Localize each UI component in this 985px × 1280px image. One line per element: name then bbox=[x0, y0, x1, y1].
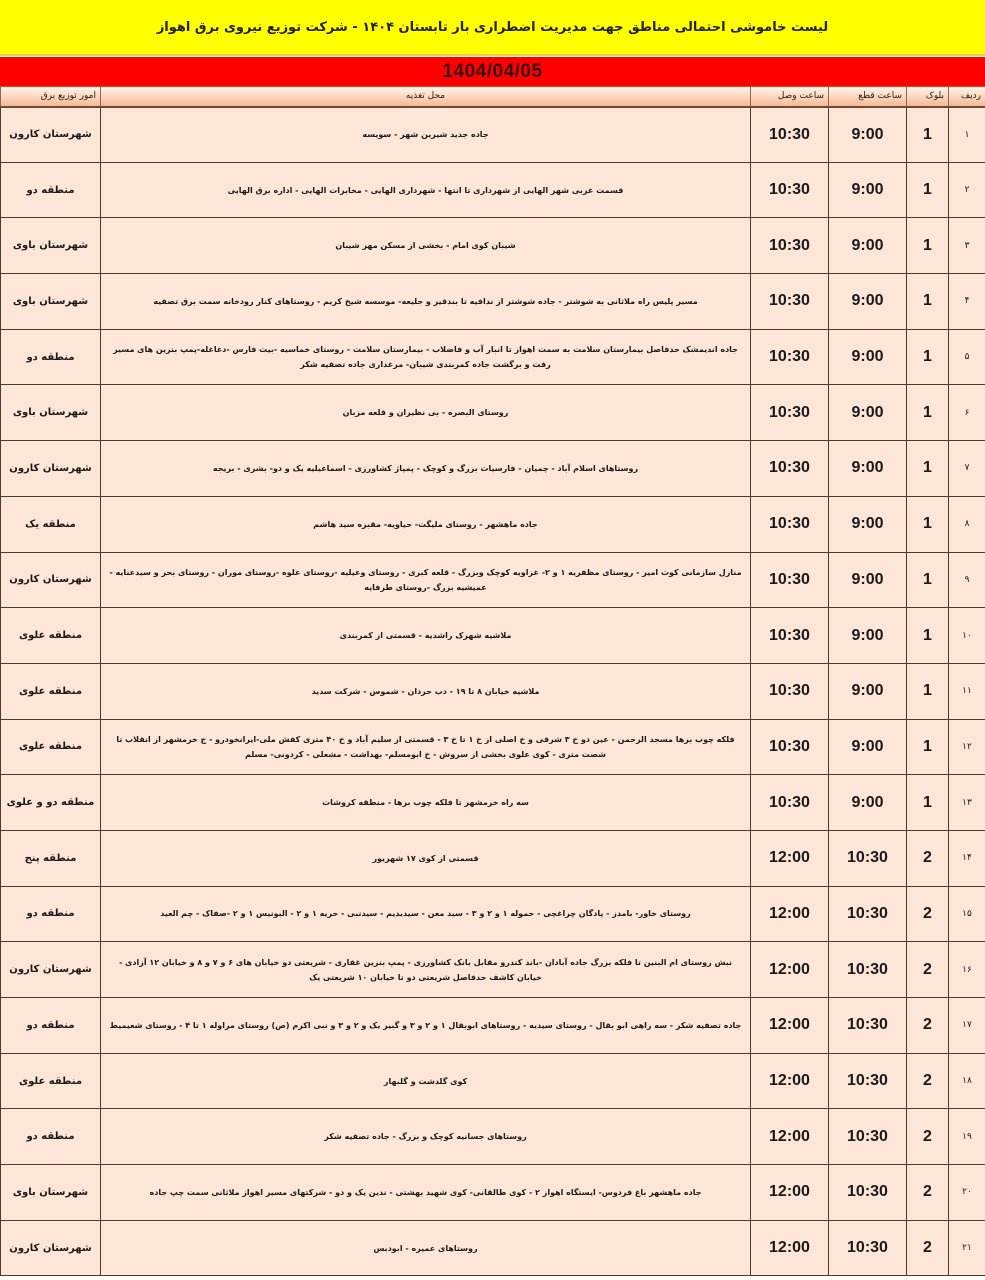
reconnect-time-cell: 10:30 bbox=[751, 552, 829, 608]
document-title: لیست خاموشی احتمالی مناطق جهت مدیریت اضطراری بار تابستان ۱۴۰۴ - شرکت توزیع نیروی برق اهواز bbox=[156, 19, 829, 35]
table-row bbox=[1, 329, 985, 385]
feed-location-cell: روستای البصره - بی نظیران و قلعه مزبان bbox=[101, 385, 751, 441]
distribution-office-cell: منطقه دو bbox=[1, 1109, 101, 1165]
row-number-cell: ۹ bbox=[949, 552, 985, 608]
distribution-office-cell: منطقه دو bbox=[1, 998, 101, 1054]
table-row bbox=[1, 1109, 985, 1165]
cut-time-cell: 10:30 bbox=[829, 942, 907, 998]
feed-location-cell: روستای خاور- بامدز - پادگان چراغچی - حموله ۱ و ۲ و ۳ - سید معن - سیدیدیم - سیدنبی - حریه ۱ و ۲ - البونیس ۱ و ۲ -صفاک - چم العید bbox=[101, 886, 751, 942]
distribution-office-cell: منطقه پنج bbox=[1, 830, 101, 886]
reconnect-time-cell: 10:30 bbox=[751, 608, 829, 664]
block-number-cell: 1 bbox=[907, 441, 949, 497]
cut-time-cell: 10:30 bbox=[829, 886, 907, 942]
feed-location-cell: روستاهای عمیره - ابودبس bbox=[101, 1220, 751, 1276]
cut-time-cell: 9:00 bbox=[829, 775, 907, 831]
row-number-cell: ۱ bbox=[949, 107, 985, 163]
cut-time-cell: 9:00 bbox=[829, 107, 907, 163]
row-number-cell: ۸ bbox=[949, 496, 985, 552]
block-number-cell: 2 bbox=[907, 886, 949, 942]
feed-location-cell: جاده ماهشهر - روستای ملیگت- حیاویه- مقبره سید هاشم bbox=[101, 496, 751, 552]
table-row bbox=[1, 1165, 985, 1221]
cut-time-cell: 9:00 bbox=[829, 441, 907, 497]
cut-time-cell: 10:30 bbox=[829, 1165, 907, 1221]
row-number-cell: ۱۸ bbox=[949, 1053, 985, 1109]
feed-location-cell: فلکه چوب برها مسجد الرحمن - عین دو خ ۳ شرقی و خ اصلی از خ ۱ تا خ ۳ - قسمتی از سلیم آباد و خ ۴۰ متری کفش ملی-ایرانخودرو - ج خرمشهر از انقلاب تا شصت متری - کوی علوی بخشی از سروش - خ ابومسلم- بهداشت - مشعلی - کردونی- مسلم bbox=[101, 719, 751, 775]
block-number-cell: 1 bbox=[907, 663, 949, 719]
cut-time-cell: 9:00 bbox=[829, 663, 907, 719]
table-row bbox=[1, 552, 985, 608]
feed-location-cell: مسیر پلیس راه ملاثانی به شوشتر - جاده شوشتر از ندافیه تا بندقیر و جلیعه- موسسه شیخ کریم - روستاهای کنار رودخانه سمت برق تصفیه bbox=[101, 274, 751, 330]
reconnect-time-cell: 10:30 bbox=[751, 162, 829, 218]
row-number-cell: ۲۱ bbox=[949, 1220, 985, 1276]
reconnect-time-cell: 12:00 bbox=[751, 1109, 829, 1165]
reconnect-time-cell: 12:00 bbox=[751, 1053, 829, 1109]
block-number-cell: 1 bbox=[907, 775, 949, 831]
table-row bbox=[1, 162, 985, 218]
row-number-cell: ۱۴ bbox=[949, 830, 985, 886]
feed-location-cell: نبش روستای ام البنین تا فلکه بزرگ جاده آبادان -باند کندرو مقابل بانک کشاورزی - پمپ بنزین غفاری - شریعتی دو خیابان های ۶ و ۷ و ۸ و خیابان ۱۲ آزادی - خیابان کاشف حدفاصل شریعتی دو تا خیابان ۱۰ شریعتی یک bbox=[101, 942, 751, 998]
table-row bbox=[1, 942, 985, 998]
row-number-cell: ۱۵ bbox=[949, 886, 985, 942]
block-number-cell: 1 bbox=[907, 496, 949, 552]
distribution-office-cell: منطقه یک bbox=[1, 496, 101, 552]
block-number-cell: 1 bbox=[907, 608, 949, 664]
feed-location-cell: جاده ماهشهر باغ فردوس- ایستگاه اهواز ۲ - کوی طالقانی- کوی شهید بهشتی - ندین یک و دو - شرکتهای مسیر اهواز ملاثانی سمت چپ جاده bbox=[101, 1165, 751, 1221]
row-number-cell: ۴ bbox=[949, 274, 985, 330]
row-number-cell: ۱۲ bbox=[949, 719, 985, 775]
table-row bbox=[1, 441, 985, 497]
row-number-cell: ۱۶ bbox=[949, 942, 985, 998]
table-row bbox=[1, 998, 985, 1054]
reconnect-time-cell: 12:00 bbox=[751, 1220, 829, 1276]
feed-location-cell: سه راه خرمشهر تا فلکه چوب برها - منطقه کروشات bbox=[101, 775, 751, 831]
feed-location-cell: روستاهای اسلام آباد - چمیان - فارسیات بزرگ و کوچک - پمپاژ کشاورزی - اسماعیلیه یک و دو- بشری - بریجه bbox=[101, 441, 751, 497]
cut-time-cell: 10:30 bbox=[829, 1053, 907, 1109]
block-number-cell: 1 bbox=[907, 385, 949, 441]
cut-time-cell: 9:00 bbox=[829, 162, 907, 218]
block-number-cell: 2 bbox=[907, 998, 949, 1054]
row-number-cell: ۱۷ bbox=[949, 998, 985, 1054]
table-row bbox=[1, 1220, 985, 1276]
feed-location-cell: شیبان کوی امام - بخشی از مسکن مهر شیبان bbox=[101, 218, 751, 274]
feed-location-cell: قسمتی از کوی ۱۷ شهریور bbox=[101, 830, 751, 886]
feed-location-cell: جاده اندیمشک حدفاصل بیمارستان سلامت به سمت اهواز تا انبار آب و فاضلاب - بیمارستان سلامت - روستای خماسیه -بیت فارس -دغاغله-پمپ بنزین های مسیر رفت و برگشت جاده کمربندی شیبان- مرغداری جاده تصفیه شکر bbox=[101, 329, 751, 385]
table-row bbox=[1, 830, 985, 886]
distribution-office-cell: شهرستان باوی bbox=[1, 1165, 101, 1221]
feed-location-cell: جاده جدید شیرین شهر - سویسه bbox=[101, 107, 751, 163]
reconnect-time-cell: 10:30 bbox=[751, 329, 829, 385]
distribution-office-cell: شهرستان کارون bbox=[1, 1220, 101, 1276]
reconnect-time-cell: 12:00 bbox=[751, 830, 829, 886]
distribution-office-cell: شهرستان کارون bbox=[1, 552, 101, 608]
reconnect-time-cell: 10:30 bbox=[751, 385, 829, 441]
table-row bbox=[1, 608, 985, 664]
cut-time-cell: 9:00 bbox=[829, 496, 907, 552]
distribution-office-cell: شهرستان کارون bbox=[1, 107, 101, 163]
feed-location-cell: ملاشیه خیابان ۸ تا ۱۹ - دب حردان - شموس - شرکت سدید bbox=[101, 663, 751, 719]
reconnect-time-cell: 10:30 bbox=[751, 441, 829, 497]
row-number-cell: ۵ bbox=[949, 329, 985, 385]
reconnect-time-cell: 10:30 bbox=[751, 107, 829, 163]
distribution-office-cell: منطقه دو bbox=[1, 329, 101, 385]
block-number-cell: 2 bbox=[907, 830, 949, 886]
distribution-office-cell: منطقه دو و علوی bbox=[1, 775, 101, 831]
header-distribution-office: امور توزیع برق bbox=[1, 87, 101, 107]
header-on-time: ساعت وصل bbox=[751, 87, 829, 107]
reconnect-time-cell: 10:30 bbox=[751, 274, 829, 330]
cut-time-cell: 9:00 bbox=[829, 608, 907, 664]
block-number-cell: 1 bbox=[907, 329, 949, 385]
row-number-cell: ۶ bbox=[949, 385, 985, 441]
cut-time-cell: 10:30 bbox=[829, 998, 907, 1054]
row-number-cell: ۱۹ bbox=[949, 1109, 985, 1165]
table-row bbox=[1, 274, 985, 330]
distribution-office-cell: منطقه علوی bbox=[1, 608, 101, 664]
date-banner bbox=[0, 57, 985, 86]
reconnect-time-cell: 10:30 bbox=[751, 719, 829, 775]
block-number-cell: 1 bbox=[907, 552, 949, 608]
header-row bbox=[1, 87, 985, 107]
distribution-office-cell: شهرستان باوی bbox=[1, 218, 101, 274]
reconnect-time-cell: 10:30 bbox=[751, 496, 829, 552]
distribution-office-cell: شهرستان کارون bbox=[1, 942, 101, 998]
feed-location-cell: جاده تصفیه شکر - سه راهی ابو بقال - روستای سیدیه - روستاهای ابوبقال ۱ و ۲ و ۳ و گبیر یک و ۲ و ۳ و نبی اکرم (ص) روستای مراوله ۱ تا ۴ - روستای شعیمیط bbox=[101, 998, 751, 1054]
feed-location-cell: روستاهای جسانیه کوچک و بزرگ - جاده تصفیه شکر bbox=[101, 1109, 751, 1165]
cut-time-cell: 10:30 bbox=[829, 1109, 907, 1165]
row-number-cell: ۱۱ bbox=[949, 663, 985, 719]
cut-time-cell: 10:30 bbox=[829, 830, 907, 886]
cut-time-cell: 9:00 bbox=[829, 385, 907, 441]
reconnect-time-cell: 10:30 bbox=[751, 218, 829, 274]
feed-location-cell: کوی گلدشت و گلبهار bbox=[101, 1053, 751, 1109]
header-location: محل تغذیه bbox=[101, 87, 751, 107]
table-header bbox=[1, 87, 985, 107]
table-row bbox=[1, 886, 985, 942]
table-row bbox=[1, 719, 985, 775]
block-number-cell: 1 bbox=[907, 107, 949, 163]
distribution-office-cell: منطقه دو bbox=[1, 886, 101, 942]
cut-time-cell: 9:00 bbox=[829, 329, 907, 385]
header-row-number: ردیف bbox=[949, 87, 985, 107]
title-banner bbox=[0, 0, 985, 56]
cut-time-cell: 9:00 bbox=[829, 552, 907, 608]
cut-time-cell: 9:00 bbox=[829, 218, 907, 274]
row-number-cell: ۱۰ bbox=[949, 608, 985, 664]
header-cut-time: ساعت قطع bbox=[829, 87, 907, 107]
block-number-cell: 1 bbox=[907, 218, 949, 274]
distribution-office-cell: شهرستان باوی bbox=[1, 274, 101, 330]
block-number-cell: 2 bbox=[907, 1109, 949, 1165]
cut-time-cell: 9:00 bbox=[829, 719, 907, 775]
row-number-cell: ۲۰ bbox=[949, 1165, 985, 1221]
table-row bbox=[1, 385, 985, 441]
distribution-office-cell: شهرستان باوی bbox=[1, 385, 101, 441]
distribution-office-cell: شهرستان کارون bbox=[1, 441, 101, 497]
cut-time-cell: 10:30 bbox=[829, 1220, 907, 1276]
block-number-cell: 2 bbox=[907, 1220, 949, 1276]
table-row bbox=[1, 1053, 985, 1109]
cut-time-cell: 9:00 bbox=[829, 274, 907, 330]
header-block: بلوک bbox=[907, 87, 949, 107]
feed-location-cell: منازل سازمانی کوت امیر - روستای مظفریه ۱ و ۲- غزاویه کوچک وبزرگ - قلعه کبری - روستای وعیلیه -روستای علوه -روستای موران - روستای بحر و سیدعنایه - عمیشیه بزرگ -روستای طرفایه bbox=[101, 552, 751, 608]
reconnect-time-cell: 12:00 bbox=[751, 942, 829, 998]
reconnect-time-cell: 10:30 bbox=[751, 775, 829, 831]
table-row bbox=[1, 218, 985, 274]
distribution-office-cell: منطقه دو bbox=[1, 162, 101, 218]
reconnect-time-cell: 10:30 bbox=[751, 663, 829, 719]
reconnect-time-cell: 12:00 bbox=[751, 998, 829, 1054]
block-number-cell: 2 bbox=[907, 1165, 949, 1221]
table-body bbox=[1, 107, 985, 1276]
feed-location-cell: قسمت غربی شهر الهایی از شهرداری تا انتها - شهرداری الهایی - مخابرات الهایی - اداره برق الهایی bbox=[101, 162, 751, 218]
row-number-cell: ۲ bbox=[949, 162, 985, 218]
table-row bbox=[1, 775, 985, 831]
reconnect-time-cell: 12:00 bbox=[751, 1165, 829, 1221]
block-number-cell: 1 bbox=[907, 719, 949, 775]
table-row bbox=[1, 107, 985, 163]
outage-schedule-table bbox=[0, 86, 985, 1276]
feed-location-cell: ملاشیه شهرک راشدیه - قسمتی از کمربندی bbox=[101, 608, 751, 664]
block-number-cell: 2 bbox=[907, 1053, 949, 1109]
distribution-office-cell: منطقه علوی bbox=[1, 719, 101, 775]
row-number-cell: ۳ bbox=[949, 218, 985, 274]
table-row bbox=[1, 496, 985, 552]
row-number-cell: ۱۳ bbox=[949, 775, 985, 831]
distribution-office-cell: منطقه علوی bbox=[1, 663, 101, 719]
distribution-office-cell: منطقه علوی bbox=[1, 1053, 101, 1109]
block-number-cell: 1 bbox=[907, 162, 949, 218]
block-number-cell: 2 bbox=[907, 942, 949, 998]
table-row bbox=[1, 663, 985, 719]
row-number-cell: ۷ bbox=[949, 441, 985, 497]
block-number-cell: 1 bbox=[907, 274, 949, 330]
schedule-date: 1404/04/05 bbox=[442, 60, 543, 82]
reconnect-time-cell: 12:00 bbox=[751, 886, 829, 942]
